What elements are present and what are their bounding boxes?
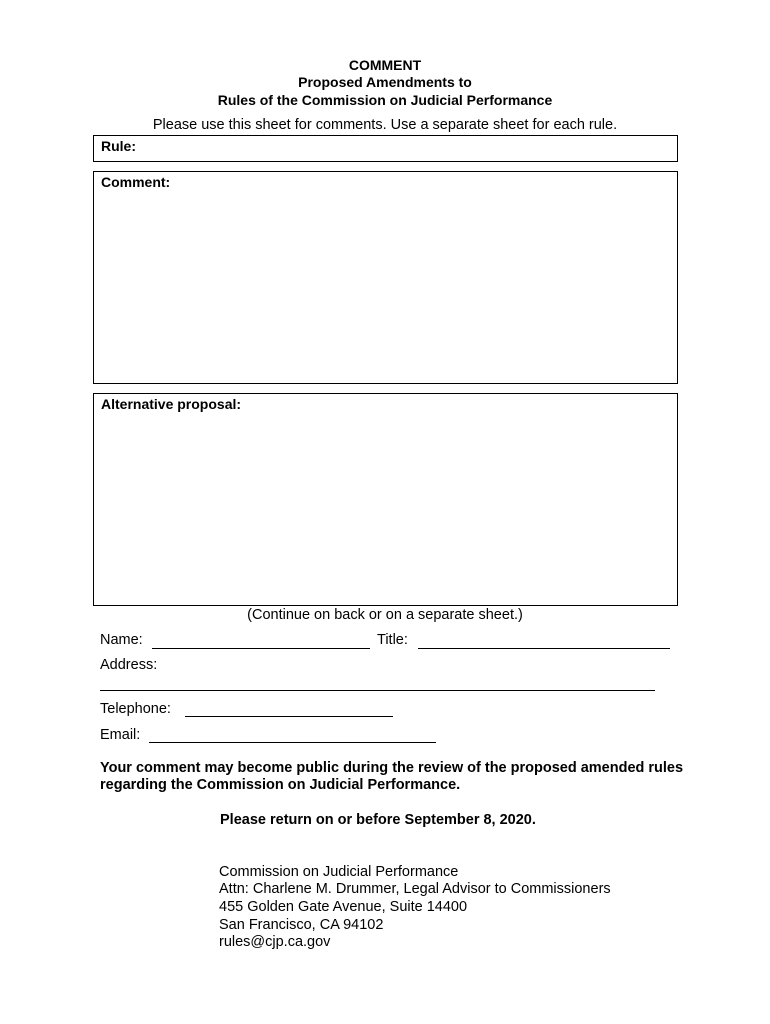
title-field[interactable] bbox=[418, 648, 670, 649]
telephone-field[interactable] bbox=[185, 716, 393, 717]
telephone-label: Telephone: bbox=[100, 701, 171, 717]
alternative-proposal-label: Alternative proposal: bbox=[101, 396, 242, 412]
address-label: Address: bbox=[100, 657, 158, 673]
email-field[interactable] bbox=[149, 742, 436, 743]
title-label: Title: bbox=[377, 632, 408, 648]
form-subtitle-amendments: Proposed Amendments to bbox=[298, 74, 472, 90]
public-comment-notice: Your comment may become public during the review of the proposed amended rules regarding the Commission on Judicial Performance. bbox=[100, 760, 684, 793]
return-deadline: Please return on or before September 8, 2020. bbox=[220, 812, 536, 828]
address-city: San Francisco, CA 94102 bbox=[219, 917, 384, 933]
address-attention: Attn: Charlene M. Drummer, Legal Advisor to Commissioners bbox=[219, 881, 611, 897]
address-street: 455 Golden Gate Avenue, Suite 14400 bbox=[219, 899, 468, 915]
instructions-text: Please use this sheet for comments. Use a separate sheet for each rule. bbox=[152, 117, 618, 133]
comment-label: Comment: bbox=[101, 174, 171, 190]
alternative-proposal-field[interactable] bbox=[94, 394, 677, 605]
continue-note: (Continue on back or on a separate sheet.) bbox=[247, 607, 523, 623]
comment-field[interactable] bbox=[94, 172, 677, 383]
name-label: Name: bbox=[100, 632, 143, 648]
name-field[interactable] bbox=[152, 648, 370, 649]
rule-field[interactable] bbox=[94, 136, 677, 161]
form-subtitle-rules: Rules of the Commission on Judicial Performance bbox=[217, 92, 553, 108]
address-organization: Commission on Judicial Performance bbox=[219, 864, 459, 880]
email-label: Email: bbox=[100, 727, 141, 743]
form-title: COMMENT bbox=[348, 57, 422, 73]
rule-box bbox=[93, 135, 678, 162]
address-email-link[interactable]: rules@cjp.ca.gov bbox=[219, 934, 331, 950]
rule-label: Rule: bbox=[101, 138, 136, 154]
comment-box bbox=[93, 171, 678, 384]
alternative-proposal-box bbox=[93, 393, 678, 606]
address-field[interactable] bbox=[100, 690, 655, 691]
